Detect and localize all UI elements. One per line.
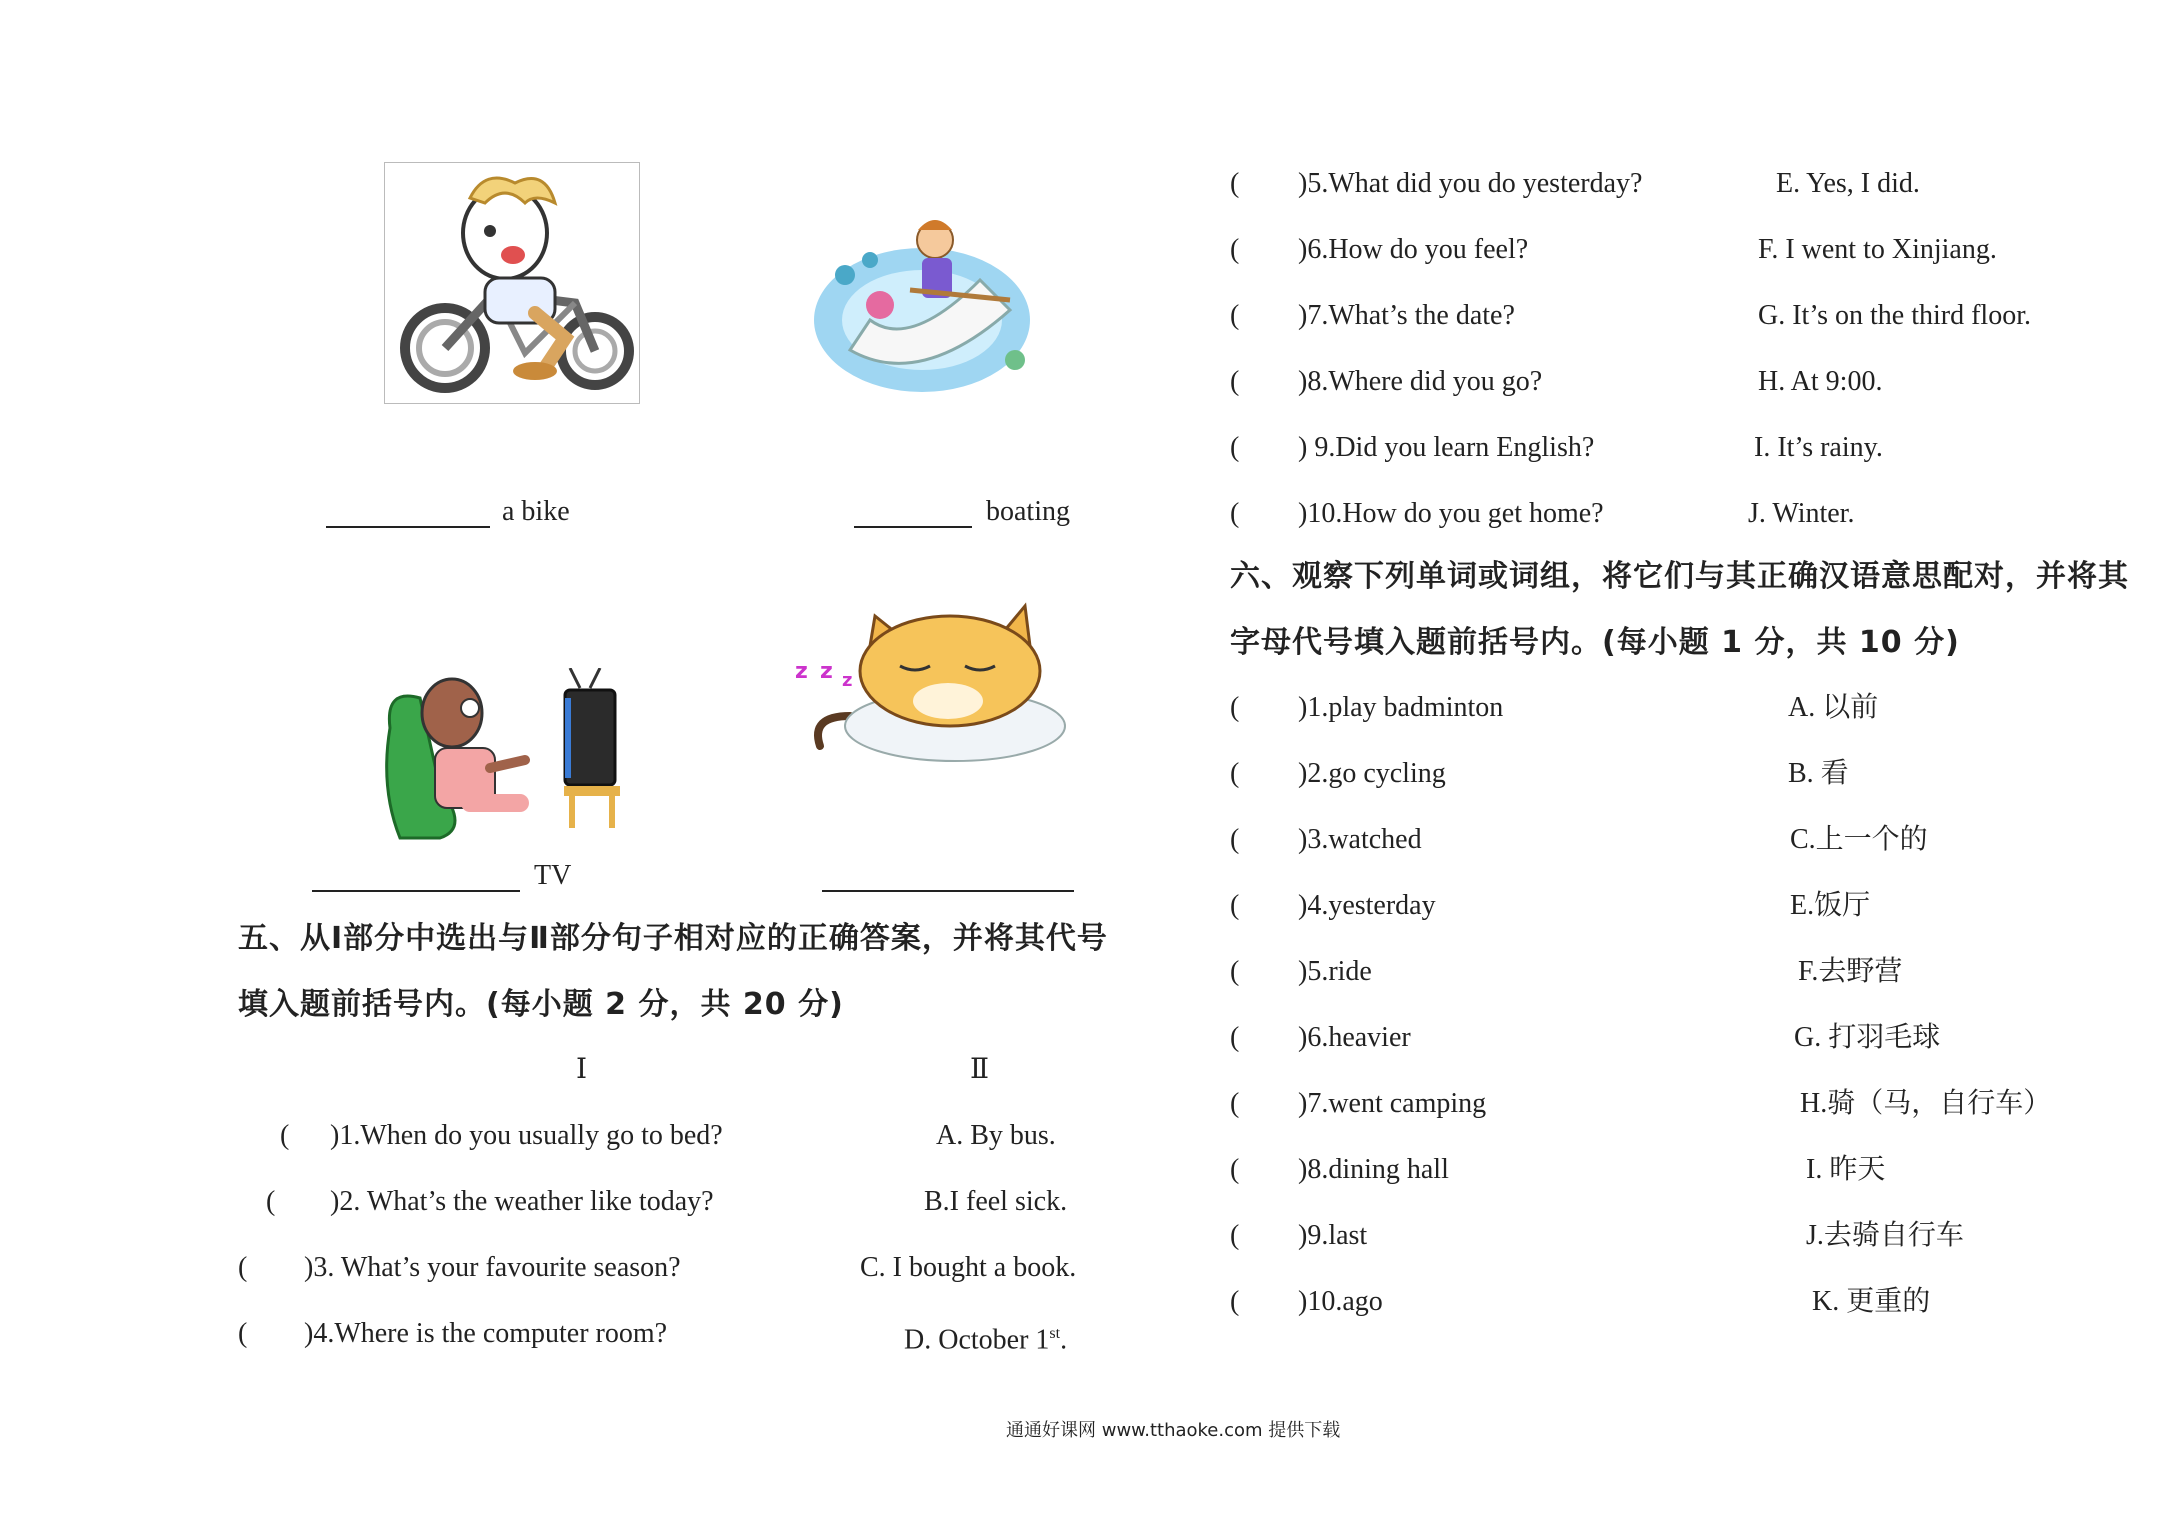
q3-text: )3. What’s your favourite season? — [304, 1252, 681, 1283]
section5-title-line2: 填入题前括号内。(每小题 2 分，共 20 分) — [238, 987, 844, 1022]
s6-item5-paren[interactable]: ( — [1230, 956, 1240, 987]
bike-picture — [384, 162, 640, 404]
q2-paren[interactable]: ( — [266, 1186, 276, 1217]
q6-paren[interactable]: ( — [1230, 234, 1240, 265]
q8-text: )8.Where did you go? — [1298, 366, 1543, 397]
s6-item2-word: )2.go cycling — [1298, 758, 1446, 789]
q4-paren[interactable]: ( — [238, 1318, 248, 1349]
s6-item6-word: )6.heavier — [1298, 1022, 1411, 1053]
q2-answer-b: B.I feel sick. — [924, 1186, 1068, 1217]
svg-text:z: z — [842, 670, 853, 691]
s6-item1-word: )1.play badminton — [1298, 692, 1504, 723]
q4-answer-d — [904, 1318, 1067, 1356]
q1-text: )1.When do you usually go to bed? — [330, 1120, 723, 1151]
q8-answer-h: H. At 9:00. — [1758, 366, 1883, 397]
q10-answer-j: J. Winter. — [1748, 498, 1855, 529]
s6-item10-word: )10.ago — [1298, 1286, 1383, 1317]
q1-paren[interactable]: ( — [280, 1120, 290, 1151]
q6-text: )6.How do you feel? — [1298, 234, 1529, 265]
s6-item4-paren[interactable]: ( — [1230, 890, 1240, 921]
boating-label: boating — [986, 496, 1070, 527]
s6-item3-meaning: C.上一个的 — [1790, 824, 1928, 855]
s6-item8-meaning: I. 昨天 — [1806, 1154, 1886, 1185]
q10-text: )10.How do you get home? — [1298, 498, 1604, 529]
bike-label: a bike — [502, 496, 570, 527]
s6-item9-meaning: J.去骑自行车 — [1806, 1220, 1964, 1251]
q3-paren[interactable]: ( — [238, 1252, 248, 1283]
s6-item7-word: )7.went camping — [1298, 1088, 1487, 1119]
bike-answer-blank[interactable] — [326, 526, 490, 528]
q5-text: )5.What did you do yesterday? — [1298, 168, 1643, 199]
s6-item9-paren[interactable]: ( — [1230, 1220, 1240, 1251]
s6-item10-paren[interactable]: ( — [1230, 1286, 1240, 1317]
s6-item6-meaning: G. 打羽毛球 — [1794, 1022, 1941, 1053]
q2-text: )2. What’s the weather like today? — [330, 1186, 714, 1217]
section5-title-line1: 五、从Ⅰ部分中选出与Ⅱ部分句子相对应的正确答案，并将其代号 — [238, 921, 1108, 956]
q6-answer-f: F. I went to Xinjiang. — [1758, 234, 1997, 265]
footer-source: 通通好课网 www.tthaoke.com 提供下载 — [1006, 1420, 1341, 1441]
q4-answer-end: . — [1060, 1324, 1068, 1356]
boy-boat-icon — [810, 200, 1035, 400]
q4-text: )4.Where is the computer room? — [304, 1318, 668, 1349]
q7-text: )7.What’s the date? — [1298, 300, 1515, 331]
section6-title-line1: 六、观察下列单词或词组，将它们与其正确汉语意思配对，并将其 — [1230, 559, 2129, 594]
q5-answer-e: E. Yes, I did. — [1776, 168, 1920, 199]
q1-answer-a: A. By bus. — [936, 1120, 1056, 1151]
s6-item1-paren[interactable]: ( — [1230, 692, 1240, 723]
s6-item10-meaning: K. 更重的 — [1812, 1286, 1931, 1317]
cat-picture — [790, 596, 1070, 766]
s6-item8-paren[interactable]: ( — [1230, 1154, 1240, 1185]
svg-text:z: z — [795, 659, 808, 684]
section5-col1-header: Ⅰ — [576, 1054, 588, 1085]
svg-text:z: z — [820, 659, 833, 684]
boy-bike-icon — [385, 163, 639, 403]
sleeping-cat-icon — [790, 596, 1070, 766]
s6-item2-paren[interactable]: ( — [1230, 758, 1240, 789]
q3-answer-c: C. I bought a book. — [860, 1252, 1077, 1283]
s6-item3-paren[interactable]: ( — [1230, 824, 1240, 855]
q4-answer-sup: st — [1049, 1325, 1061, 1342]
s6-item8-word: )8.dining hall — [1298, 1154, 1449, 1185]
s6-item5-meaning: F.去野营 — [1798, 956, 1903, 987]
s6-item1-meaning: A. 以前 — [1788, 692, 1879, 723]
q8-paren[interactable]: ( — [1230, 366, 1240, 397]
s6-item4-word: )4.yesterday — [1298, 890, 1436, 921]
tv-label: TV — [534, 860, 572, 891]
q7-answer-g: G. It’s on the third floor. — [1758, 300, 2031, 331]
q9-paren[interactable]: ( — [1230, 432, 1240, 463]
s6-item5-word: )5.ride — [1298, 956, 1372, 987]
tv-answer-blank[interactable] — [312, 890, 520, 892]
man-tv-icon — [380, 668, 630, 840]
q10-paren[interactable]: ( — [1230, 498, 1240, 529]
q7-paren[interactable]: ( — [1230, 300, 1240, 331]
section5-col2-header: Ⅱ — [970, 1054, 990, 1085]
q9-text: ) 9.Did you learn English? — [1298, 432, 1595, 463]
q4-answer-main: D. October 1 — [904, 1324, 1050, 1356]
sleeping-answer-blank[interactable] — [822, 890, 1074, 892]
s6-item2-meaning: B. 看 — [1788, 758, 1849, 789]
s6-item4-meaning: E.饭厅 — [1790, 890, 1871, 921]
s6-item9-word: )9.last — [1298, 1220, 1368, 1251]
tv-picture — [380, 668, 630, 840]
q9-answer-i: I. It’s rainy. — [1754, 432, 1883, 463]
s6-item7-meaning: H.骑（马，自行车） — [1800, 1088, 2052, 1119]
boating-answer-blank[interactable] — [854, 526, 972, 528]
s6-item7-paren[interactable]: ( — [1230, 1088, 1240, 1119]
s6-item6-paren[interactable]: ( — [1230, 1022, 1240, 1053]
section6-title-line2: 字母代号填入题前括号内。(每小题 1 分，共 10 分) — [1230, 625, 1960, 660]
q5-paren[interactable]: ( — [1230, 168, 1240, 199]
s6-item3-word: )3.watched — [1298, 824, 1422, 855]
boat-picture — [810, 200, 1035, 400]
